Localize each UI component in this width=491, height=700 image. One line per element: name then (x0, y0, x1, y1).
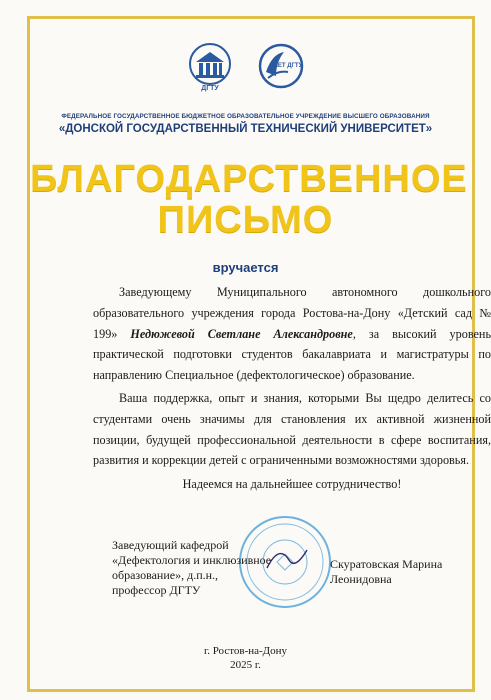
position-line-2: «Дефектология и инклюзивное (112, 553, 272, 567)
logos-row (0, 42, 491, 92)
p1-start: Заведующему Муниципального автономного дошкольного образовательного учреждения города Ростова-на-Дону «Детский сад № 199» (93, 285, 491, 341)
position-line-4: профессор ДГТУ (112, 583, 201, 597)
university-logo (188, 42, 232, 92)
title-line-2: ПИСЬМО (157, 199, 334, 241)
p2-text: Ваша поддержка, опыт и знания, которыми Вы щедро делитесь со студентами очень значимы для становления их активной жизненной позиции, будущей профессиональной деятельности в сфере воспитания, развития и коррекции детей с ограниченными возможностями здоровья. (93, 391, 491, 468)
signer-name (330, 557, 442, 587)
signer-line-2: Леонидовна (330, 572, 392, 586)
federal-line: ФЕДЕРАЛЬНОЕ ГОСУДАРСТВЕННОЕ БЮДЖЕТНОЕ ОБРАЗОВАТЕЛЬНОЕ УЧРЕЖДЕНИЕ ВЫСШЕГО ОБРАЗОВАНИЯ (61, 113, 430, 120)
place-date (0, 644, 491, 672)
paragraph-3 (93, 474, 491, 495)
paragraph-1 (93, 282, 491, 386)
right-logo-caption: ЛЕТ ДГТУ (273, 63, 302, 69)
signer-position (112, 538, 271, 598)
position-line-3: образование», д.п.н., (112, 568, 219, 582)
title-line-1: БЛАГОДАРСТВЕННОЕ (30, 158, 468, 200)
position-line-1: Заведующий кафедрой (112, 538, 229, 552)
left-logo-caption: ДГТУ (200, 85, 219, 92)
university-name: «ДОНСКОЙ ГОСУДАРСТВЕННЫЙ ТЕХНИЧЕСКИЙ УНИВЕРСИТЕТ» (58, 123, 433, 135)
signer-line-1: Скуратовская Марина (330, 557, 443, 571)
paragraph-2 (93, 388, 491, 471)
p3-text: Надеемся на дальнейшее сотрудничество! (182, 477, 402, 491)
anniversary-logo (258, 42, 304, 92)
recipient-name: Недюжевой Светлане Александровне (130, 326, 353, 341)
awarded-label: вручается (212, 260, 279, 275)
city-text: г. Ростов-на-Дону (203, 645, 288, 657)
year-text: 2025 г. (230, 659, 261, 671)
p1-end: , за высокий уровень практической подготовки студентов бакалавриата и магистратуры по направлению Специальное (дефектологическое) образование. (93, 326, 491, 383)
